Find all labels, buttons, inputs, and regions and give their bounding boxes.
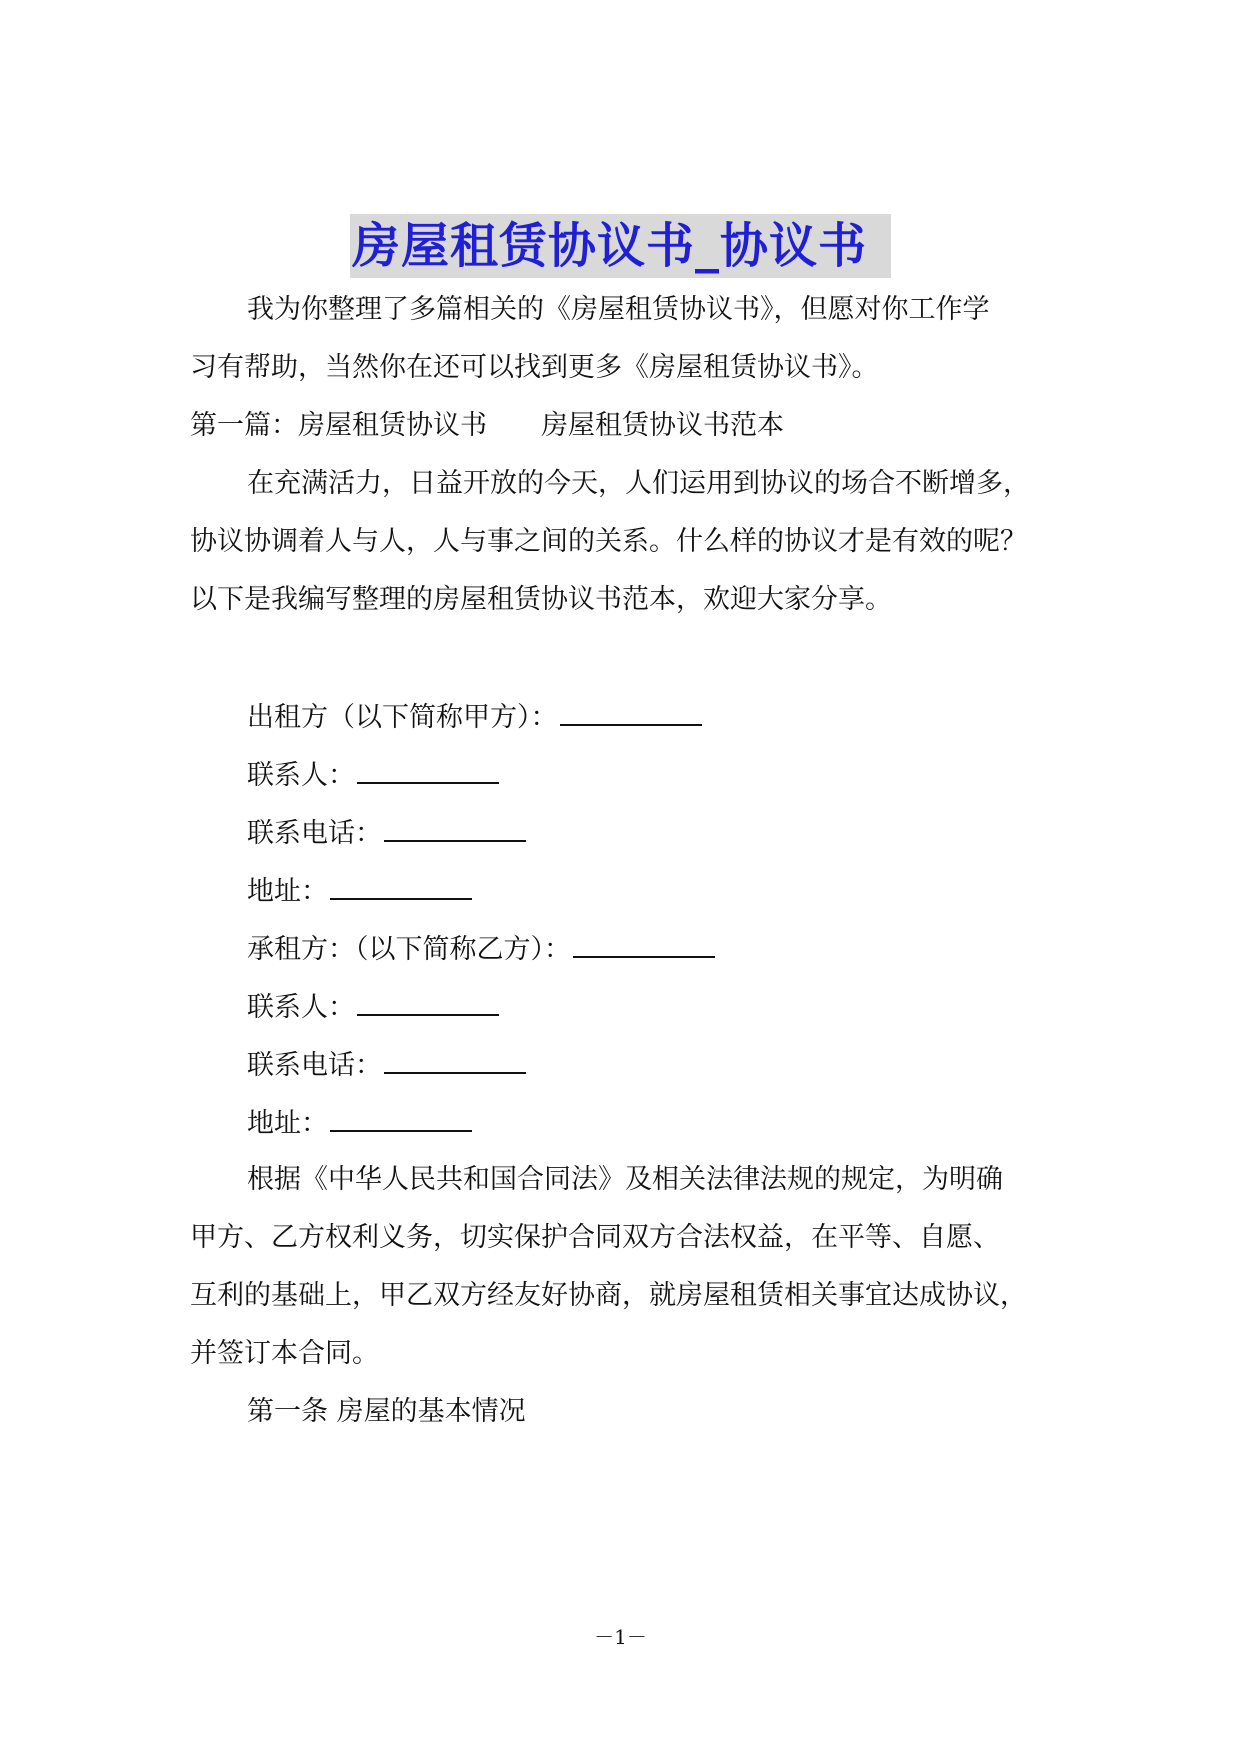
field-label: 联系人： bbox=[247, 760, 355, 791]
preface-line-2: 协议协调着人与人，人与事之间的关系。什么样的协议才是有效的呢？ bbox=[190, 526, 1027, 557]
field-label: 承租方：（以下简称乙方）： bbox=[247, 934, 571, 965]
section-heading: 第一篇：房屋租赁协议书 房屋租赁协议书范本 bbox=[190, 410, 784, 441]
field-label: 地址： bbox=[247, 876, 328, 907]
field-label: 联系电话： bbox=[247, 1050, 382, 1081]
basis-line-3: 互利的基础上，甲乙双方经友好协商，就房屋租赁相关事宜达成协议， bbox=[190, 1280, 1027, 1311]
fill-in-blank bbox=[330, 870, 472, 900]
fill-in-blank bbox=[357, 986, 499, 1016]
article-1-heading: 第一条 房屋的基本情况 bbox=[247, 1396, 526, 1427]
fill-in-blank bbox=[357, 754, 499, 784]
title-container bbox=[0, 214, 1241, 278]
fill-in-blank bbox=[573, 928, 715, 958]
field-label: 出租方（以下简称甲方）： bbox=[247, 702, 558, 733]
basis-line-4: 并签订本合同。 bbox=[190, 1338, 379, 1369]
basis-line-2: 甲方、乙方权利义务，切实保护合同双方合法权益，在平等、自愿、 bbox=[190, 1222, 1000, 1253]
document-title: 房屋租赁协议书_协议书 bbox=[350, 214, 891, 278]
field-label: 地址： bbox=[247, 1108, 328, 1139]
preface-line-1: 在充满活力，日益开放的今天，人们运用到协议的场合不断增多， bbox=[247, 468, 1030, 499]
fill-in-blank bbox=[560, 696, 702, 726]
fill-in-blank bbox=[330, 1102, 472, 1132]
intro-line-1: 我为你整理了多篇相关的《房屋租赁协议书》，但愿对你工作学 bbox=[247, 294, 990, 325]
fill-in-blank bbox=[384, 812, 526, 842]
page-number: －1－ bbox=[594, 1625, 647, 1649]
field-lessor-address bbox=[247, 870, 472, 912]
field-lessee-phone bbox=[247, 1044, 526, 1086]
basis-line-1: 根据《中华人民共和国合同法》及相关法律法规的规定，为明确 bbox=[247, 1164, 1003, 1195]
field-label: 联系电话： bbox=[247, 818, 382, 849]
field-label: 联系人： bbox=[247, 992, 355, 1023]
field-lessor-contact bbox=[247, 754, 499, 796]
fill-in-blank bbox=[384, 1044, 526, 1074]
field-lessor bbox=[247, 696, 702, 738]
field-lessee bbox=[247, 928, 715, 970]
field-lessee-address bbox=[247, 1102, 472, 1144]
intro-line-2: 习有帮助，当然你在还可以找到更多《房屋租赁协议书》。 bbox=[190, 352, 879, 383]
preface-line-3: 以下是我编写整理的房屋租赁协议书范本，欢迎大家分享。 bbox=[190, 584, 892, 615]
field-lessor-phone bbox=[247, 812, 526, 854]
field-lessee-contact bbox=[247, 986, 499, 1028]
